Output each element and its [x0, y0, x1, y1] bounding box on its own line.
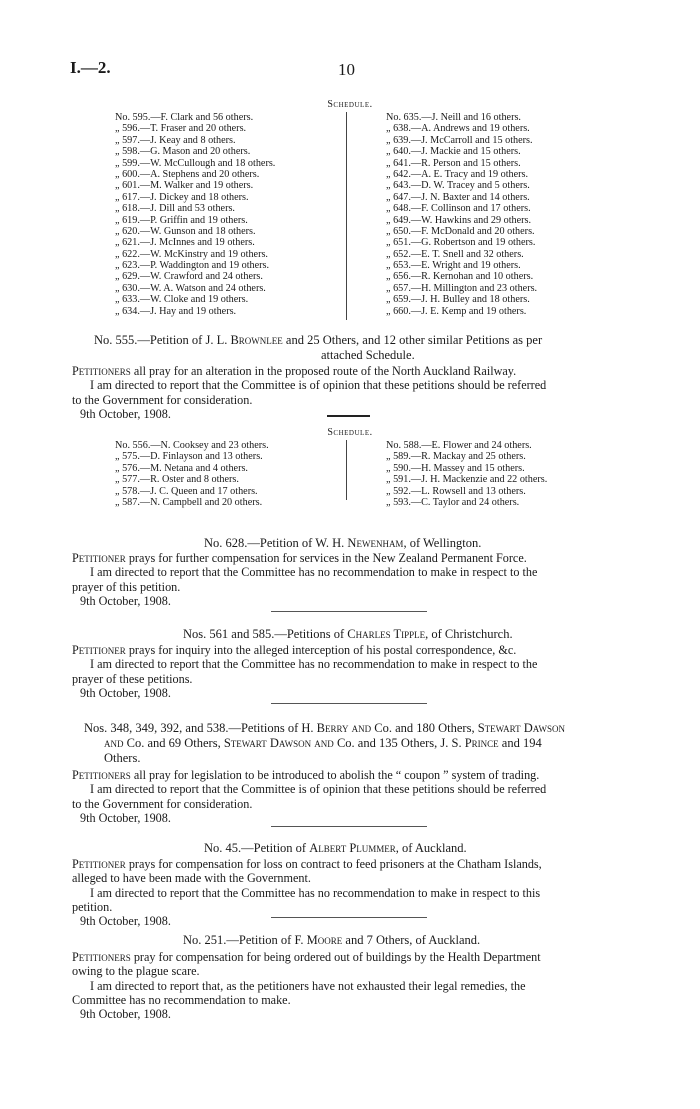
- petition-45-title: No. 45.—Petition of Albert Plummer, of Auckland.: [204, 841, 467, 855]
- divider: [271, 826, 427, 827]
- petition-555-title-line2: attached Schedule.: [321, 348, 415, 362]
- petition-348-title: Nos. 348, 349, 392, and 538.—Petitions of H. Berry and Co. and 180 Others, Stewart Dawson: [84, 721, 566, 735]
- petition-251-body: Petitioners pray for compensation for being ordered out of buildings by the Health Department owing to the plague scare. I am directed to report that, as the petitioners have not exhausted their legal remedies, the Committee has no recommendation to make. 9th October, 1908.: [72, 950, 541, 1022]
- schedule-entry: „ 622.—W. McKinstry and 19 others.: [115, 248, 268, 260]
- schedule-entry: „ 629.—W. Crawford and 24 others.: [115, 271, 263, 283]
- schedule-heading-2: Schedule.: [327, 427, 373, 438]
- schedule-entry: „ 656.—R. Kernohan and 10 others.: [386, 271, 534, 283]
- schedule-heading-1: Schedule.: [327, 99, 373, 110]
- petition-348-title-line3: Others.: [104, 751, 141, 765]
- schedule-entry: No. 588.—E. Flower and 24 others.: [386, 440, 532, 451]
- schedule-entry: „ 653.—E. Wright and 19 others.: [386, 260, 521, 272]
- schedule-entry: „ 618.—J. Dill and 53 others.: [115, 203, 235, 215]
- schedule-entry: „ 639.—J. McCarroll and 15 others.: [386, 134, 533, 146]
- schedule-entry: No. 595.—F. Clark and 56 others.: [115, 112, 254, 123]
- schedule-entry: „ 591.—J. H. Mackenzie and 22 others.: [386, 474, 548, 486]
- schedule-entry: „ 592.—L. Rowsell and 13 others.: [386, 485, 526, 497]
- schedule-2-divider: [346, 440, 347, 500]
- schedule-entry: „ 641.—R. Person and 15 others.: [386, 157, 521, 169]
- petition-561-body: Petitioner prays for inquiry into the alleged interception of his postal correspondence, &c. I am directed to report that the Committee has no recommendation to make in respect to the prayer of these petitions. 9th October, 1908.: [72, 643, 538, 700]
- schedule-entry: „ 601.—M. Walker and 19 others.: [115, 180, 254, 192]
- schedule-entry: „ 647.—J. N. Baxter and 14 others.: [386, 191, 530, 203]
- schedule-entry: „ 617.—J. Dickey and 18 others.: [115, 191, 249, 203]
- schedule-entry: „ 576.—M. Netana and 4 others.: [115, 462, 248, 474]
- schedule-entry: „ 596.—T. Fraser and 20 others.: [115, 123, 247, 135]
- schedule-entry: „ 649.—W. Hawkins and 29 others.: [386, 214, 532, 226]
- schedule-1-left-column: [115, 112, 275, 317]
- petition-251-title: No. 251.—Petition of F. Moore and 7 Others, of Auckland.: [183, 933, 481, 947]
- schedule-entry: „ 600.—A. Stephens and 20 others.: [115, 168, 260, 180]
- petition-45-body: Petitioner prays for compensation for loss on contract to feed prisoners at the Chatham Islands, alleged to have been made with the Government. I am directed to report that the Committee has no recommendation to make in respect to this petition. 9th October, 1908.: [72, 857, 542, 929]
- schedule-entry: „ 643.—D. W. Tracey and 5 others.: [386, 180, 530, 192]
- schedule-entry: „ 575.—D. Finlayson and 13 others.: [115, 451, 263, 463]
- divider: [271, 917, 427, 918]
- schedule-entry: No. 556.—N. Cooksey and 23 others.: [115, 440, 269, 451]
- schedule-entry: „ 640.—J. Mackie and 15 others.: [386, 146, 521, 158]
- schedule-entry: „ 638.—A. Andrews and 19 others.: [386, 123, 530, 135]
- schedule-entry: „ 651.—G. Robertson and 19 others.: [386, 237, 536, 249]
- schedule-entry: „ 633.—W. Cloke and 19 others.: [115, 294, 249, 306]
- petition-561-title: Nos. 561 and 585.—Petitions of Charles Tipple, of Christchurch.: [183, 627, 513, 641]
- petition-628-title: No. 628.—Petition of W. H. Newenham, of Wellington.: [204, 536, 482, 550]
- schedule-entry: „ 648.—F. Collinson and 17 others.: [386, 203, 531, 215]
- schedule-entry: „ 599.—W. McCullough and 18 others.: [115, 157, 276, 169]
- schedule-entry: „ 587.—N. Campbell and 20 others.: [115, 496, 263, 508]
- petition-348-body: Petitioners all pray for legislation to be introduced to abolish the “ coupon ” system of trading. I am directed to report that the Committee is of opinion that these petitions should be referred to the Government for consideration. 9th October, 1908.: [72, 768, 547, 825]
- schedule-entry: „ 577.—R. Oster and 8 others.: [115, 474, 239, 486]
- schedule-entry: „ 623.—P. Waddington and 19 others.: [115, 260, 270, 272]
- divider: [271, 703, 427, 704]
- petition-555-body: Petitioners all pray for an alteration in the proposed route of the North Auckland Railway. I am directed to report that the Committee is of opinion that these petitions should be referred to the Government for consideration. 9th October, 1908.: [72, 364, 547, 421]
- schedule-entry: „ 597.—J. Keay and 8 others.: [115, 134, 236, 146]
- divider: [271, 611, 427, 612]
- schedule-entry: „ 619.—P. Griffin and 19 others.: [115, 214, 248, 226]
- schedule-entry: „ 650.—F. McDonald and 20 others.: [386, 225, 535, 237]
- schedule-entry: „ 620.—W. Gunson and 18 others.: [115, 225, 256, 237]
- document-reference: I.—2.: [70, 58, 111, 77]
- schedule-entry: „ 578.—J. C. Queen and 17 others.: [115, 485, 258, 497]
- schedule-entry: „ 659.—J. H. Bulley and 18 others.: [386, 294, 530, 306]
- divider: [327, 415, 370, 417]
- schedule-2-right-column: [386, 440, 547, 508]
- schedule-entry: „ 642.—A. E. Tracy and 19 others.: [386, 168, 529, 180]
- petition-348-title-line2: and Co. and 69 Others, Stewart Dawson and Co. and 135 Others, J. S. Prince and 194: [104, 736, 542, 750]
- petition-555-title: No. 555.—Petition of J. L. Brownlee and 25 Others, and 12 other similar Petitions as per: [94, 333, 543, 347]
- schedule-entry: No. 635.—J. Neill and 16 others.: [386, 112, 521, 123]
- schedule-1-divider: [346, 112, 347, 320]
- page-number: 10: [338, 60, 355, 79]
- schedule-1-right-column: [386, 112, 537, 317]
- schedule-entry: „ 660.—J. E. Kemp and 19 others.: [386, 305, 527, 317]
- schedule-entry: „ 621.—J. McInnes and 19 others.: [115, 237, 255, 249]
- schedule-entry: „ 590.—H. Massey and 15 others.: [386, 462, 525, 474]
- schedule-entry: „ 634.—J. Hay and 19 others.: [115, 305, 237, 317]
- schedule-2-left-column: [115, 440, 269, 508]
- schedule-entry: „ 657.—H. Millington and 23 others.: [386, 282, 538, 294]
- petition-628-body: Petitioner prays for further compensation for services in the New Zealand Permanent Force. I am directed to report that the Committee has no recommendation to make in respect to the prayer of this petition. 9th October, 1908.: [72, 551, 538, 608]
- schedule-entry: „ 598.—G. Mason and 20 others.: [115, 146, 251, 158]
- schedule-entry: „ 589.—R. Mackay and 25 others.: [386, 451, 526, 463]
- schedule-entry: „ 630.—W. A. Watson and 24 others.: [115, 282, 266, 294]
- schedule-entry: „ 593.—C. Taylor and 24 others.: [386, 496, 520, 508]
- schedule-entry: „ 652.—E. T. Snell and 32 others.: [386, 248, 524, 260]
